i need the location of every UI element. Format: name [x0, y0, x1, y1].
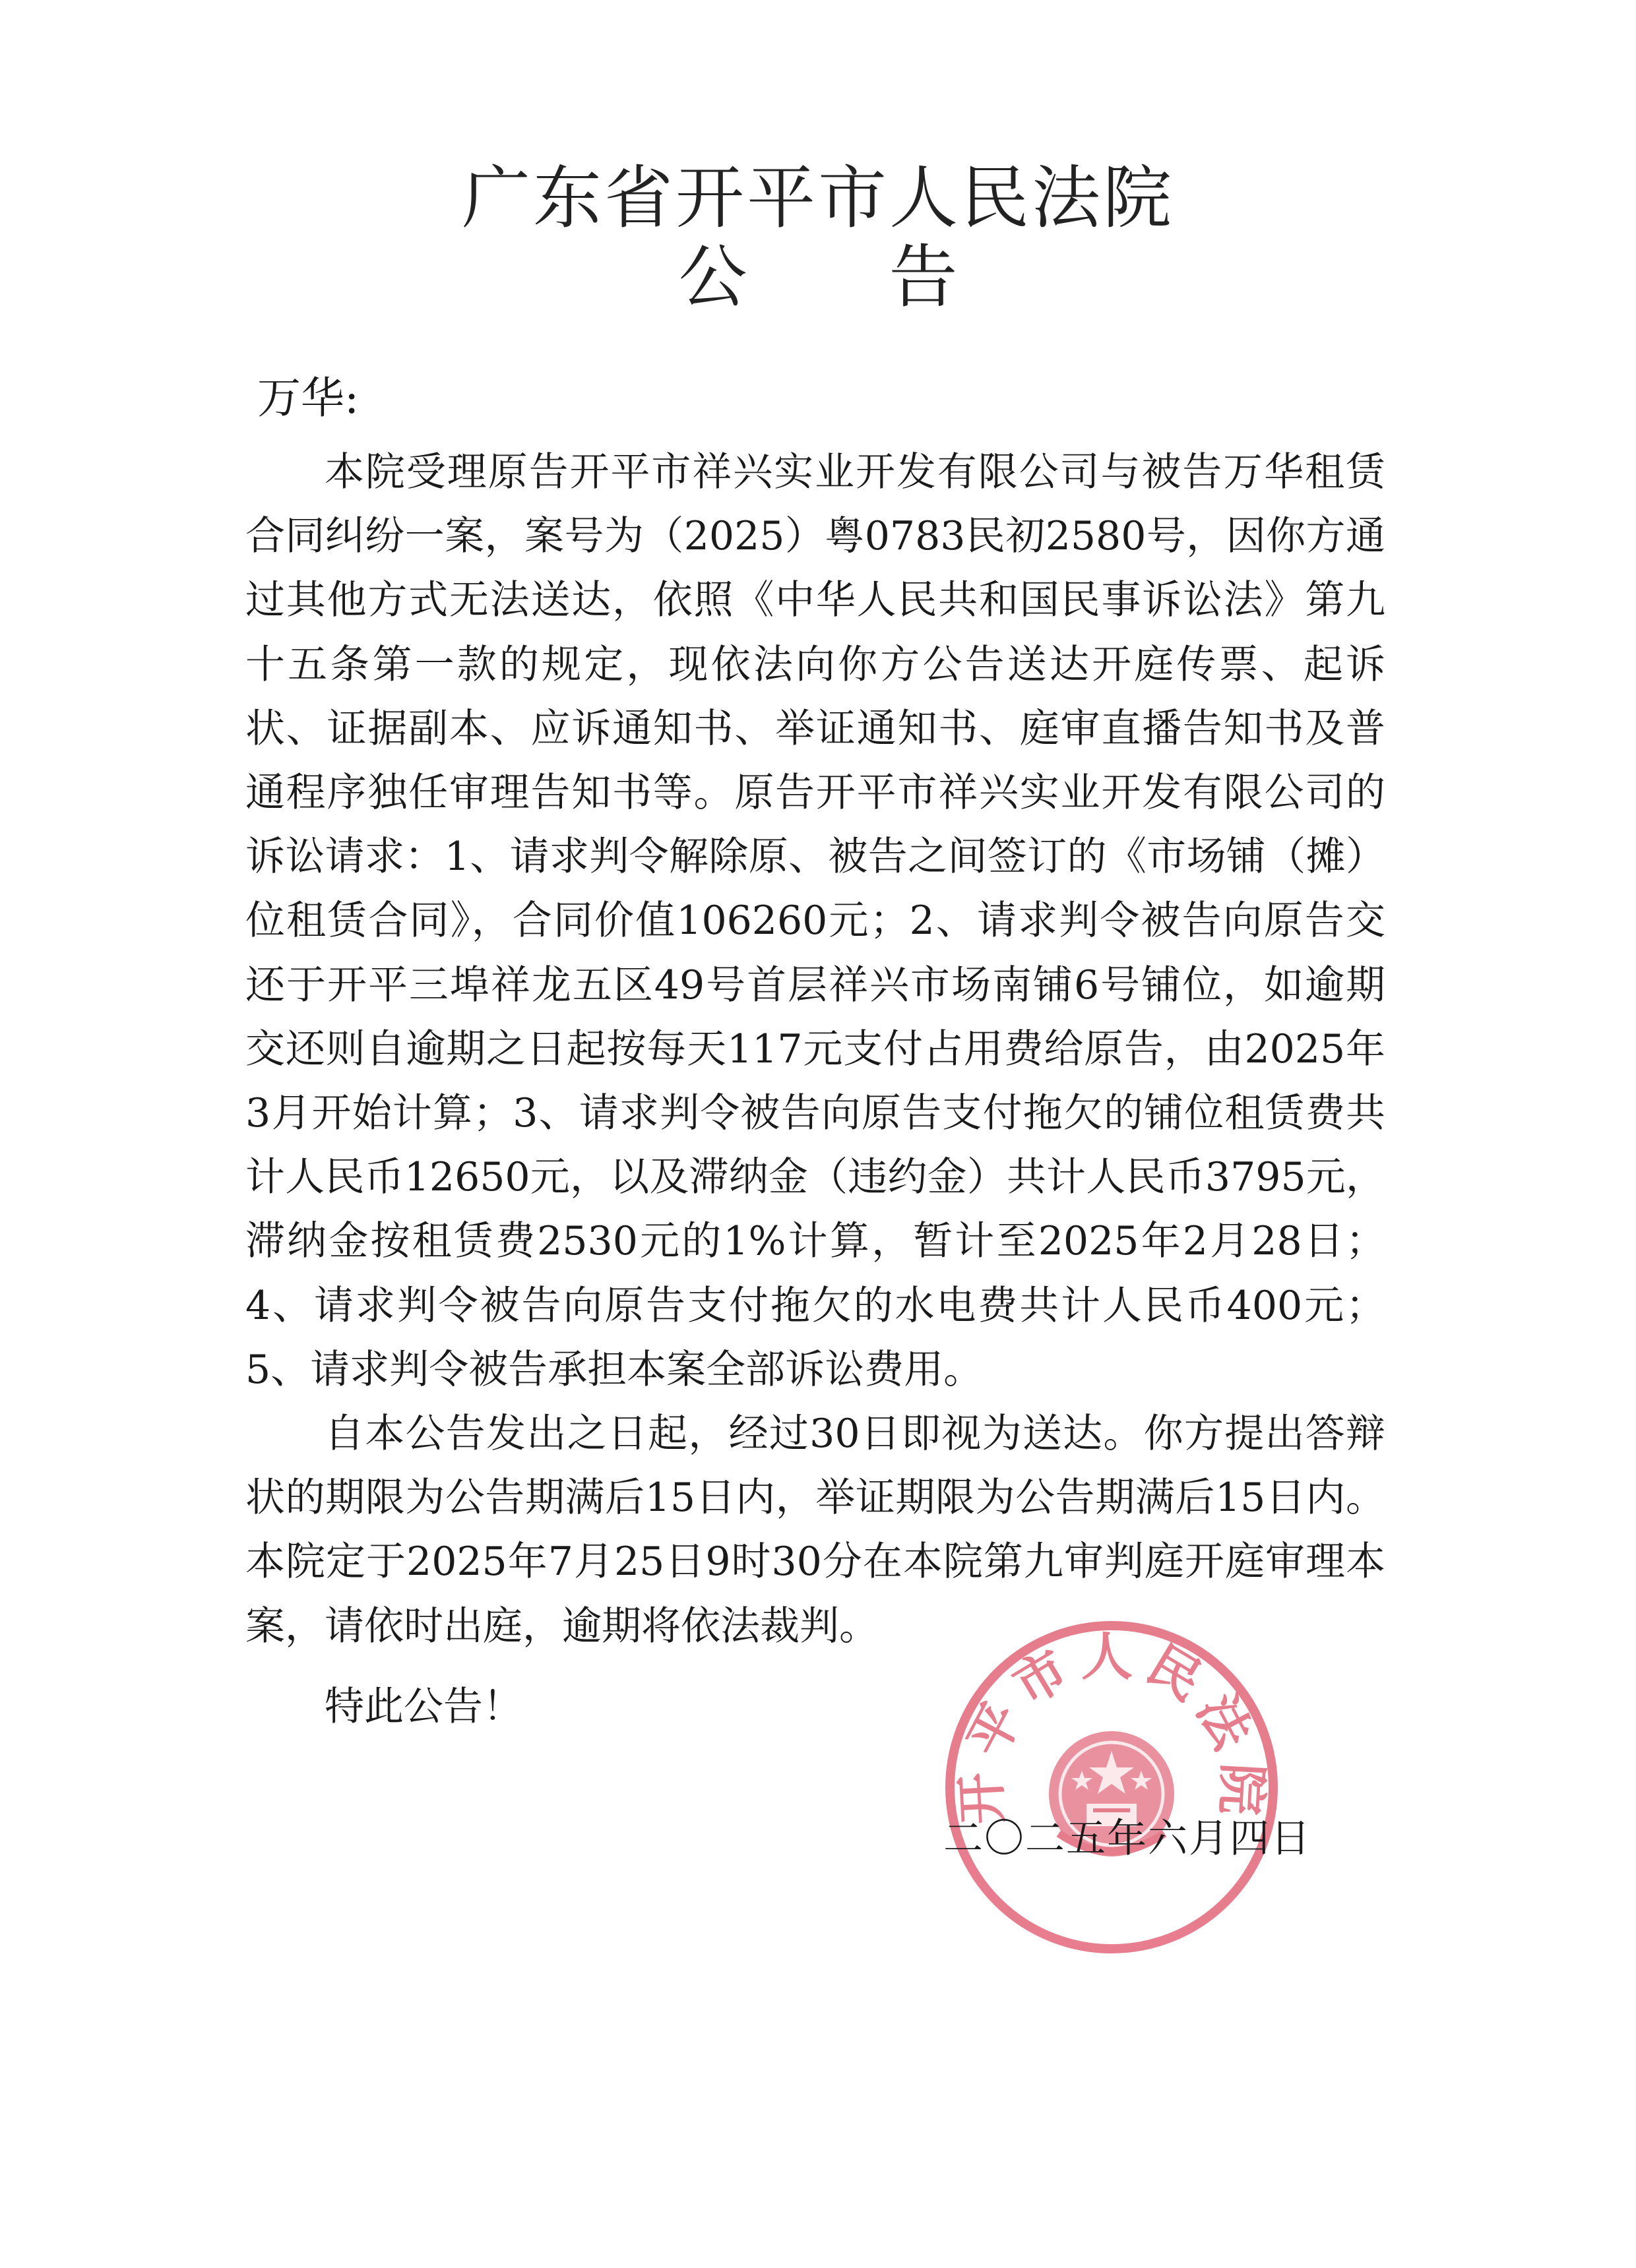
- court-seal-stamp: [940, 1616, 1283, 1959]
- document-title: 公告: [678, 237, 1100, 317]
- paragraph-case-details: 本院受理原告开平市祥兴实业开发有限公司与被告万华租赁合同纠纷一案，案号为（2025）粤0783民初2580号，因你方通过其他方式无法送达，依照《中华人民共和国民事诉讼法》第九十五条第一款的规定，现依法向你方公告送达开庭传票、起诉状、证据副本、应诉通知书、举证通知书、庭审直播告知书及普通程序独任审理告知书等。原告开平市祥兴实业开发有限公司的诉讼请求：1、请求判令解除原、被告之间签订的《市场铺（摊）位租赁合同》，合同价值106260元；2、请求判令被告向原告交还于开平三埠祥龙五区49号首层祥兴市场南铺6号铺位，如逾期交还则自逾期之日起按每天117元支付占用费给原告，由2025年3月开始计算；3、请求判令被告向原告支付拖欠的铺位租赁费共计人民币12650元，以及滞纳金（违约金）共计人民币3795元，滞纳金按租赁费2530元的1%计算，暂计至2025年2月28日；4、请求判令被告向原告支付拖欠的水电费共计人民币400元；5、请求判令被告承担本案全部诉讼费用。: [245, 449, 1385, 1393]
- closing-statement: 特此公告！: [325, 1684, 522, 1730]
- addressee: 万华:: [257, 373, 360, 423]
- svg-text:开平市人民法院: 开平市人民法院: [951, 1628, 1273, 1826]
- notice-body: [245, 441, 1385, 1659]
- paragraph-service-and-hearing: 自本公告发出之日起，经过30日即视为送达。你方提出答辩状的期限为公告期满后15日内，举证期限为公告期满后15日内。本院定于2025年7月25日9时30分在本院第九审判庭开庭审理本案，请依时出庭，逾期将依法裁判。: [245, 1411, 1385, 1649]
- court-name-heading: 广东省开平市人民法院: [461, 158, 1174, 238]
- issue-date: 二〇二五年六月四日: [943, 1816, 1311, 1862]
